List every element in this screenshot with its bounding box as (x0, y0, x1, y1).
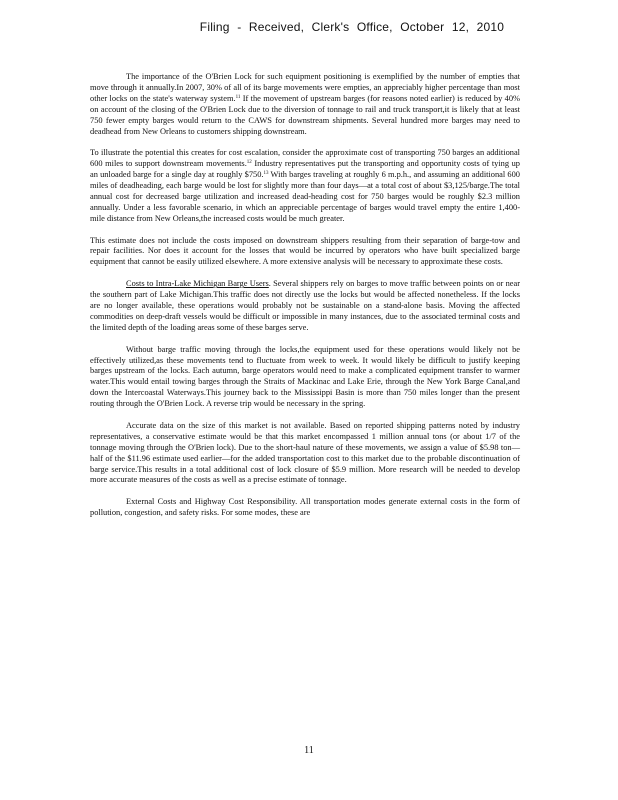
footnote-ref-12: 12 (246, 160, 252, 166)
paragraph-7 (90, 497, 520, 519)
paragraph-2 (90, 148, 520, 224)
footnote-ref-13: 13 (263, 171, 269, 177)
paragraph-4 (90, 279, 520, 334)
section-heading-external-costs: External Costs and Highway Cost Responsibility (126, 497, 296, 507)
paragraph-2-text-c: With barges traveling at roughly 6 m.p.h., and assuming an additional 600 miles of deadheading, each barge would be lost for slightly more than four days—at a total cost of about $3,125/barge.The total annual cost for decreased barge utilization and increased dead-heading cost for 750 barges would be roughly $2.3 million annually. Under a less favorable scenario, in which an appreciable percentage of barges would travel empty the entire 1,400-mile distance from New Orleans,the increased costs would be much greater. (90, 170, 520, 223)
paragraph-2-text-a: To illustrate the potential this creates for cost escalation, consider the approximate cost of transporting 750 barges an additional 600 miles to support downstream movements. (90, 148, 520, 169)
footnote-ref-11: 11 (235, 94, 241, 100)
paragraph-1 (90, 72, 520, 137)
filing-header: Filing - Received, Clerk's Office, October 12, 2010 (199, 20, 505, 34)
paragraph-2-text-b: Industry representatives put the transporting and opportunity costs of tying up an unloaded barge for a single day at roughly $750. (90, 159, 520, 180)
section-heading-intra-lake: Costs to Intra-Lake Michigan Barge Users (126, 279, 269, 289)
paragraph-3: This estimate does not include the costs imposed on downstream shippers resulting from their separation of barge-tow and repair facilities. Nor does it account for the losses that would be incurred by operators who have built specialized barge equipment that cannot be easily utilized elsewhere. A more extensive analysis will be necessary to approximate these costs. (90, 235, 520, 267)
page-number: 11 (304, 745, 314, 756)
paragraph-6: Accurate data on the size of this market is not available. Based on reported shipping patterns noted by industry representatives, a conservative estimate would be that this market encompassed 1 million annual tons (or about 1/7 of the tonnage moving through the O'Brien lock). Due to the short-haul nature of these movements, we assign a value of $5.98 ton—half of the $11.96 estimate used earlier—for the added transportation cost to this market due to the probable discontinuation of barge service.This results in a total additional cost of lock closure of $5.9 million. More research will be needed to develop more accurate measures of the costs as well as a precise estimate of tonnage. (90, 420, 520, 485)
paragraph-1-text-a: The importance of the O'Brien Lock for such equipment positioning is exemplified by the number of empties that move through it annually.In 2007, 30% of all of its barge movements were empties, an appreciably higher percentage than most other locks on the state's waterway system. (90, 72, 520, 103)
paragraph-7-text: . All transportation modes generate external costs in the form of pollution, congestion, and safety risks. For some modes, these are (90, 497, 520, 518)
document-body (90, 72, 520, 530)
paragraph-1-text-b: If the movement of upstream barges (for reasons noted earlier) is reduced by 40% on account of the closing of the O'Brien Lock due to the diversion of tonnage to rail and truck transport,it is likely that at least 750 fewer empty barges would return to the CAWS for downstream shipments. Several hundred more barges may need to deadhead from New Orleans to customers shipping downstream. (90, 93, 520, 136)
paragraph-4-text: . Several shippers rely on barges to move traffic between points on or near the southern part of Lake Michigan.This traffic does not directly use the locks but would be affected nonetheless. If the locks are no longer available, these operations would probably not be sustainable on a stand-alone basis. Moving the affected commodities on deep-draft vessels would be difficult or impossible in many instances, due to the associated terminal costs and the limited depth of the loading areas some of these barges serve. (90, 279, 520, 332)
paragraph-5: Without barge traffic moving through the locks,the equipment used for these operations would likely not be effectively utilized,as these movements tend to fluctuate from week to week. It would likely be difficult to justify keeping barges upstream of the locks. Each autumn, barge operators would need to make a complicated equipment transfer to warmer water.This would entail towing barges through the Straits of Mackinac and Lake Erie, through the New York Barge Canal,and down the Intercoastal Waterways.This journey back to the Mississippi Basin is more than 750 miles longer than the present routing through the O'Brien Lock. A reverse trip would be necessary in the spring. (90, 344, 520, 409)
